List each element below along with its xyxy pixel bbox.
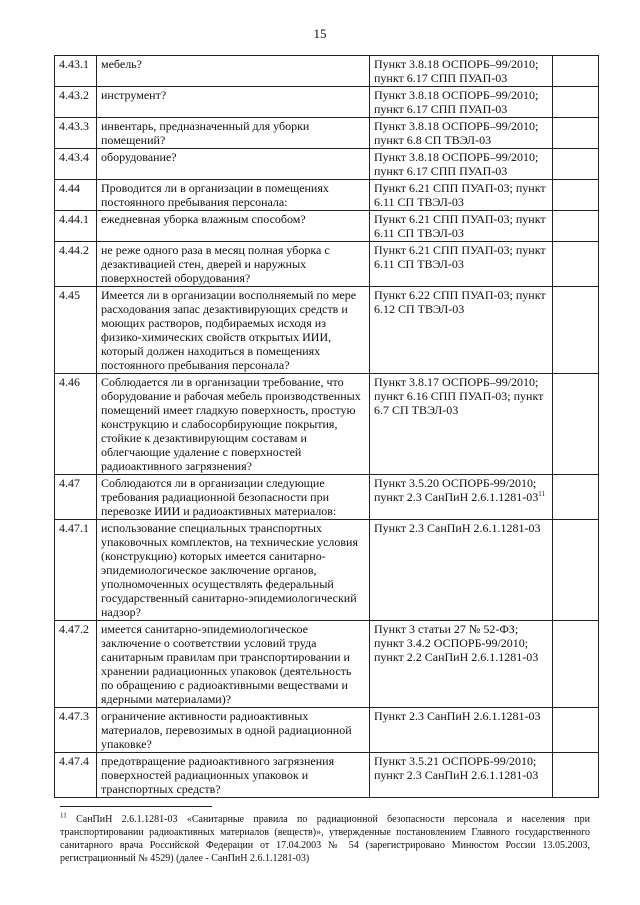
item-number-cell xyxy=(55,118,97,149)
reference-text: Пункт 3 статьи 27 № 52-ФЗ; пункт 3.4.2 ОСПОРБ-99/2010; пункт 2.2 СанПиН 2.6.1.1281-03 xyxy=(374,622,539,664)
question-cell xyxy=(97,242,370,287)
question-text: Имеется ли в организации восполняемый по мере расходования запас дезактивирующих средств и моющих растворов, подбираемых исходя из физико-химических свойств открытых ИИИ, который должен находиться в помещениях постоянного пребывания персонала? xyxy=(101,288,357,372)
table-row xyxy=(55,708,599,753)
reference-text: Пункт 6.21 СПП ПУАП-03; пункт 6.11 СП ТВЭЛ-03 xyxy=(374,212,546,240)
question-text: имеется санитарно-эпидемиологическое заключение о соответствии условий труда санитарным правилам при транспортировании и хранении радиационных упаковок (деятельность по обращению с радиоактивными веществами и ядерными материалами)? xyxy=(101,622,352,706)
answer-cell xyxy=(553,149,599,180)
question-cell xyxy=(97,475,370,520)
item-number-cell xyxy=(55,475,97,520)
reference-cell xyxy=(370,708,553,753)
table-row xyxy=(55,87,599,118)
reference-text: Пункт 3.5.21 ОСПОРБ-99/2010; пункт 2.3 СанПиН 2.6.1.1281-03 xyxy=(374,754,539,782)
question-text: ограничение активности радиоактивных материалов, перевозимых в одной радиационной упаковке? xyxy=(101,709,352,751)
question-cell xyxy=(97,621,370,708)
table-row xyxy=(55,149,599,180)
table-row xyxy=(55,56,599,87)
item-number-cell xyxy=(55,621,97,708)
item-number-cell xyxy=(55,180,97,211)
table-row xyxy=(55,118,599,149)
table-row xyxy=(55,242,599,287)
reference-text: Пункт 2.3 СанПиН 2.6.1.1281-03 xyxy=(374,521,541,535)
item-number-text: 4.44.1 xyxy=(59,212,89,226)
reference-cell xyxy=(370,520,553,621)
answer-cell xyxy=(553,520,599,621)
reference-cell xyxy=(370,118,553,149)
table-row xyxy=(55,211,599,242)
reference-cell xyxy=(370,287,553,374)
table-row xyxy=(55,475,599,520)
item-number-text: 4.46 xyxy=(59,375,80,389)
answer-cell xyxy=(553,374,599,475)
answer-cell xyxy=(553,708,599,753)
reference-text: Пункт 6.21 СПП ПУАП-03; пункт 6.11 СП ТВЭЛ-03 xyxy=(374,243,546,271)
answer-cell xyxy=(553,475,599,520)
table-row xyxy=(55,520,599,621)
item-number-text: 4.44 xyxy=(59,181,80,195)
answer-cell xyxy=(553,287,599,374)
item-number-text: 4.43.4 xyxy=(59,150,89,164)
answer-cell xyxy=(553,621,599,708)
reference-cell xyxy=(370,211,553,242)
reference-text: Пункт 6.22 СПП ПУАП-03; пункт 6.12 СП ТВЭЛ-03 xyxy=(374,288,546,316)
answer-cell xyxy=(553,118,599,149)
answer-cell xyxy=(553,180,599,211)
item-number-text: 4.47.3 xyxy=(59,709,89,723)
reference-text: Пункт 3.8.17 ОСПОРБ–99/2010; пункт 6.16 СПП ПУАП-03; пункт 6.7 СП ТВЭЛ-03 xyxy=(374,375,544,417)
reference-cell xyxy=(370,374,553,475)
item-number-cell xyxy=(55,87,97,118)
reference-cell xyxy=(370,753,553,798)
question-text: ежедневная уборка влажным способом? xyxy=(101,212,306,226)
answer-cell xyxy=(553,211,599,242)
question-text: инвентарь, предназначенный для уборки помещений? xyxy=(101,119,310,147)
item-number-cell xyxy=(55,56,97,87)
item-number-cell xyxy=(55,242,97,287)
item-number-text: 4.47 xyxy=(59,476,80,490)
table-row xyxy=(55,180,599,211)
item-number-text: 4.43.1 xyxy=(59,57,89,71)
reference-cell xyxy=(370,242,553,287)
question-cell xyxy=(97,520,370,621)
item-number-text: 4.45 xyxy=(59,288,80,302)
table-row xyxy=(55,374,599,475)
question-cell xyxy=(97,118,370,149)
question-cell xyxy=(97,287,370,374)
footnote xyxy=(60,813,590,865)
question-text: использование специальных транспортных упаковочных комплектов, на технические условия (конструкцию) которых имеется санитарно-эпидемиологическое заключение органов, уполномоченных осуществлять федеральный государственный санитарно-эпидемиологический надзор? xyxy=(101,521,358,619)
item-number-text: 4.43.3 xyxy=(59,119,89,133)
table-row xyxy=(55,621,599,708)
reference-text: Пункт 6.21 СПП ПУАП-03; пункт 6.11 СП ТВЭЛ-03 xyxy=(374,181,546,209)
question-text: оборудование? xyxy=(101,150,177,164)
question-text: Проводится ли в организации в помещениях постоянного пребывания персонала: xyxy=(101,181,329,209)
footnote-ref-marker: 11 xyxy=(538,490,546,498)
footnote-marker: 11 xyxy=(60,811,67,820)
item-number-text: 4.43.2 xyxy=(59,88,89,102)
question-cell xyxy=(97,753,370,798)
item-number-text: 4.47.4 xyxy=(59,754,89,768)
question-cell xyxy=(97,180,370,211)
reference-cell xyxy=(370,475,553,520)
checklist-body xyxy=(55,56,599,798)
answer-cell xyxy=(553,242,599,287)
reference-text: Пункт 3.8.18 ОСПОРБ–99/2010; пункт 6.17 СПП ПУАП-03 xyxy=(374,150,539,178)
reference-text: Пункт 3.8.18 ОСПОРБ–99/2010; пункт 6.8 СП ТВЭЛ-03 xyxy=(374,119,539,147)
reference-cell xyxy=(370,149,553,180)
reference-cell xyxy=(370,180,553,211)
reference-text: Пункт 3.8.18 ОСПОРБ–99/2010; пункт 6.17 СПП ПУАП-03 xyxy=(374,57,539,85)
question-text: инструмент? xyxy=(101,88,167,102)
question-cell xyxy=(97,87,370,118)
question-cell xyxy=(97,708,370,753)
question-text: мебель? xyxy=(101,57,142,71)
item-number-cell xyxy=(55,520,97,621)
question-cell xyxy=(97,374,370,475)
answer-cell xyxy=(553,753,599,798)
table-row xyxy=(55,753,599,798)
footnote-text: СанПиН 2.6.1.1281-03 «Санитарные правила по радиационной безопасности персонала и населения при транспортировании радиоактивных материалов (веществ)», утвержденные постановлением Главного государственного санитарного врача Российской Федерации от 17.04.2003 № 54 (зарегистрировано Минюстом России 13.05.2003, регистрационный № 4529) (далее - СанПиН 2.6.1.1281-03) xyxy=(60,814,590,864)
item-number-text: 4.47.1 xyxy=(59,521,89,535)
table-row xyxy=(55,287,599,374)
item-number-cell xyxy=(55,211,97,242)
answer-cell xyxy=(553,87,599,118)
question-text: не реже одного раза в месяц полная уборка с дезактивацией стен, дверей и наружных поверхностей оборудования? xyxy=(101,243,330,285)
reference-text: Пункт 3.5.20 ОСПОРБ-99/2010; пункт 2.3 СанПиН 2.6.1.1281-03 xyxy=(374,476,539,504)
question-text: Соблюдается ли в организации требование, что оборудование и рабочая мебель производственных помещений имеет гладкую поверхность, простую конструкцию и слабосорбирующие покрытия, стойкие к дезактивирующим составам и облегчающие удаление с поверхностей радиоактивного загрязнения? xyxy=(101,375,361,473)
footnote-divider xyxy=(60,806,212,807)
item-number-text: 4.47.2 xyxy=(59,622,89,636)
question-cell xyxy=(97,211,370,242)
reference-cell xyxy=(370,87,553,118)
reference-text: Пункт 2.3 СанПиН 2.6.1.1281-03 xyxy=(374,709,541,723)
question-cell xyxy=(97,56,370,87)
item-number-cell xyxy=(55,149,97,180)
item-number-cell xyxy=(55,753,97,798)
question-text: предотвращение радиоактивного загрязнения поверхностей радиационных упаковок и транспортных средств? xyxy=(101,754,335,796)
reference-text: Пункт 3.8.18 ОСПОРБ–99/2010; пункт 6.17 СПП ПУАП-03 xyxy=(374,88,539,116)
reference-cell xyxy=(370,56,553,87)
question-cell xyxy=(97,149,370,180)
question-text: Соблюдаются ли в организации следующие требования радиационной безопасности при перевозке ИИИ и радиоактивных материалов: xyxy=(101,476,337,518)
item-number-cell xyxy=(55,374,97,475)
item-number-text: 4.44.2 xyxy=(59,243,89,257)
reference-cell xyxy=(370,621,553,708)
answer-cell xyxy=(553,56,599,87)
item-number-cell xyxy=(55,287,97,374)
page-number: 15 xyxy=(313,26,327,41)
item-number-cell xyxy=(55,708,97,753)
checklist-table xyxy=(54,55,599,798)
